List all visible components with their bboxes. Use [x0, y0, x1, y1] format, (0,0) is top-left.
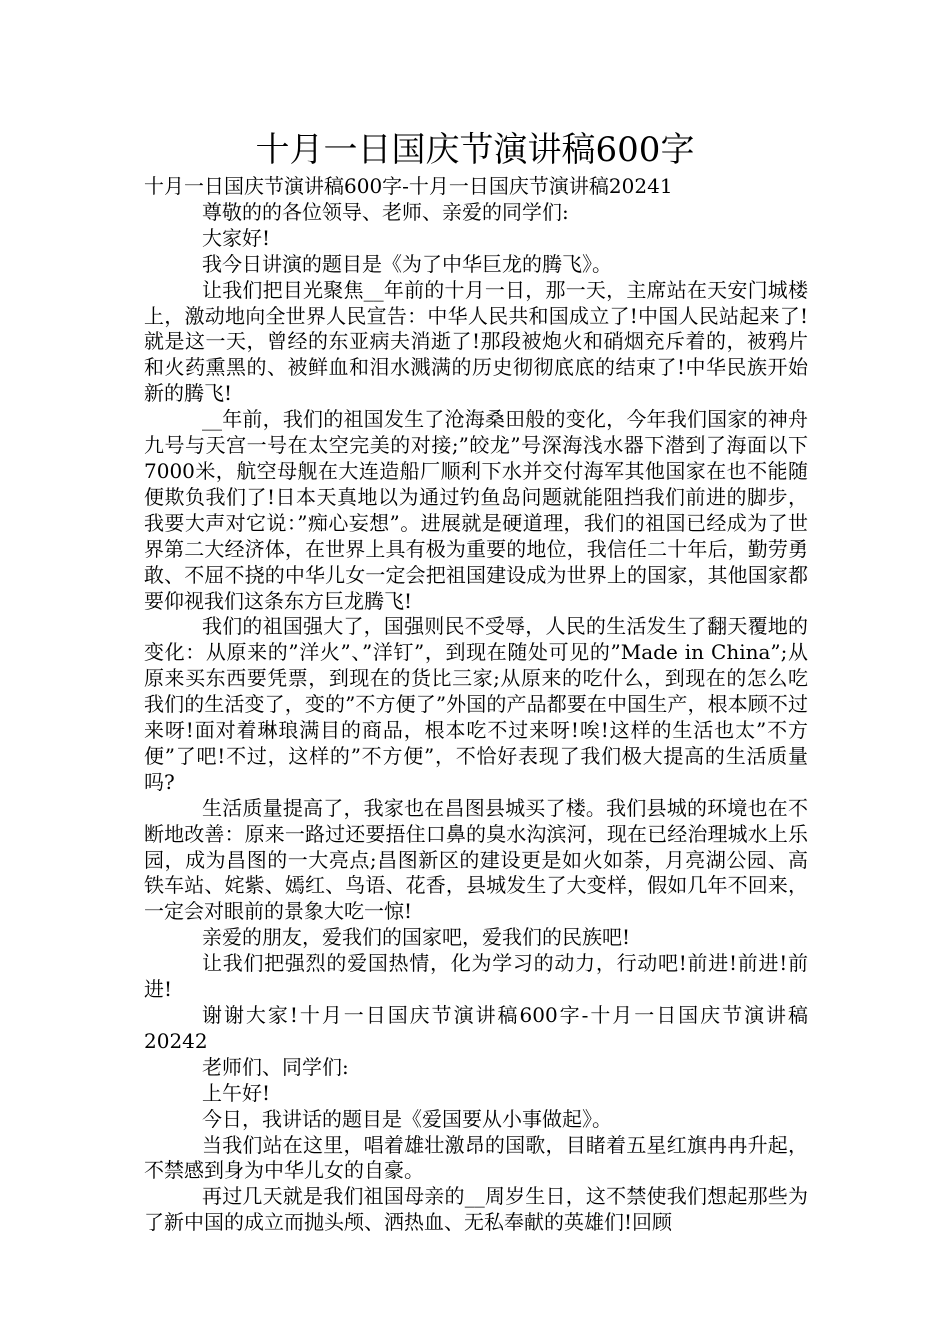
paragraph: 再过几天就是我们祖国母亲的__周岁生日，这不禁使我们想起那些为了新中国的成立而抛头颅、洒热血、无私奉献的英雄们!回顾 [144, 1184, 808, 1235]
paragraph: 上午好! [202, 1080, 271, 1105]
paragraph: __年前，我们的祖国发生了沧海桑田般的变化，今年我们国家的神舟九号与天宫一号在太空完美的对接;”皎龙”号深海浅水器下潜到了海面以下7000米，航空母舰在大连造船厂顺利下水并交付海军其他国家在也不能随便欺负我们了!日本天真地以为通过钓鱼岛问题就能阻挡我们前进的脚步，我要大声对它说：”痴心妄想”。进展就是硬道理，我们的祖国已经成为了世界第二大经济体，在世界上具有极为重要的地位，我信任二十年后，勤劳勇敢、不屈不挠的中华儿女一定会把祖国建设成为世界上的国家，其他国家都要仰视我们这条东方巨龙腾飞! [144, 407, 808, 613]
paragraph: 今日，我讲话的题目是《爱国要从小事做起》。 [202, 1106, 612, 1131]
paragraph: 让我们把目光聚焦__年前的十月一日，那一天，主席站在天安门城楼上，激动地向全世界人民宣告：中华人民共和国成立了!中国人民站起来了!就是这一天，曾经的东亚病夫消逝了!那段被炮火和硝烟充斥着的，被鸦片和火药熏黑的、被鲜血和泪水溅满的历史彻彻底底的结束了!中华民族开始新的腾飞! [144, 277, 808, 406]
paragraph: 尊敬的的各位领导、老师、亲爱的同学们: [202, 199, 569, 224]
document-body [144, 174, 808, 1236]
paragraph: 生活质量提高了，我家也在昌图县城买了楼。我们县城的环境也在不断地改善：原来一路过还要捂住口鼻的臭水沟滨河，现在已经治理城水上乐园，成为昌图的一大亮点;昌图新区的建设更是如火如荼，月亮湖公园、高铁车站、姹紫、嫣红、鸟语、花香，县城发生了大变样，假如几年不回来，一定会对眼前的景象大吃一惊! [144, 795, 808, 924]
paragraph: 让我们把强烈的爱国热情，化为学习的动力，行动吧!前进!前进!前进! [144, 951, 808, 1002]
paragraph: 谢谢大家!十月一日国庆节演讲稿600字-十月一日国庆节演讲稿20242 [144, 1003, 808, 1053]
paragraph: 亲爱的朋友，爱我们的国家吧，爱我们的民族吧! [202, 925, 631, 950]
paragraph: 我们的祖国强大了，国强则民不受辱，人民的生活发生了翻天覆地的变化：从原来的”洋火”、”洋钉”，到现在随处可见的”Made in China”;从原来买东西要凭票，到现在的货比三家;从原来的吃什么，到现在的怎么吃我们的生活变了，变的”不方便了”外国的产品都要在中国生产，根本顾不过来呀!面对着琳琅满目的商品，根本吃不过来呀!唉!这样的生活也太”不方便”了吧!不过，这样的”不方便”，不恰好表现了我们极大提高的生活质量吗? [144, 614, 808, 794]
paragraph: 当我们站在这里，唱着雄壮激昂的国歌，目睹着五星红旗冉冉升起，不禁感到身为中华儿女的自豪。 [144, 1132, 808, 1183]
paragraph: 大家好! [202, 225, 271, 250]
paragraph: 老师们、同学们: [202, 1054, 349, 1079]
paragraph: 十月一日国庆节演讲稿600字-十月一日国庆节演讲稿20241 [144, 174, 673, 198]
paragraph: 我今日讲演的题目是《为了中华巨龙的腾飞》。 [202, 251, 612, 276]
document-title: 十月一日国庆节演讲稿600字 [255, 130, 695, 170]
